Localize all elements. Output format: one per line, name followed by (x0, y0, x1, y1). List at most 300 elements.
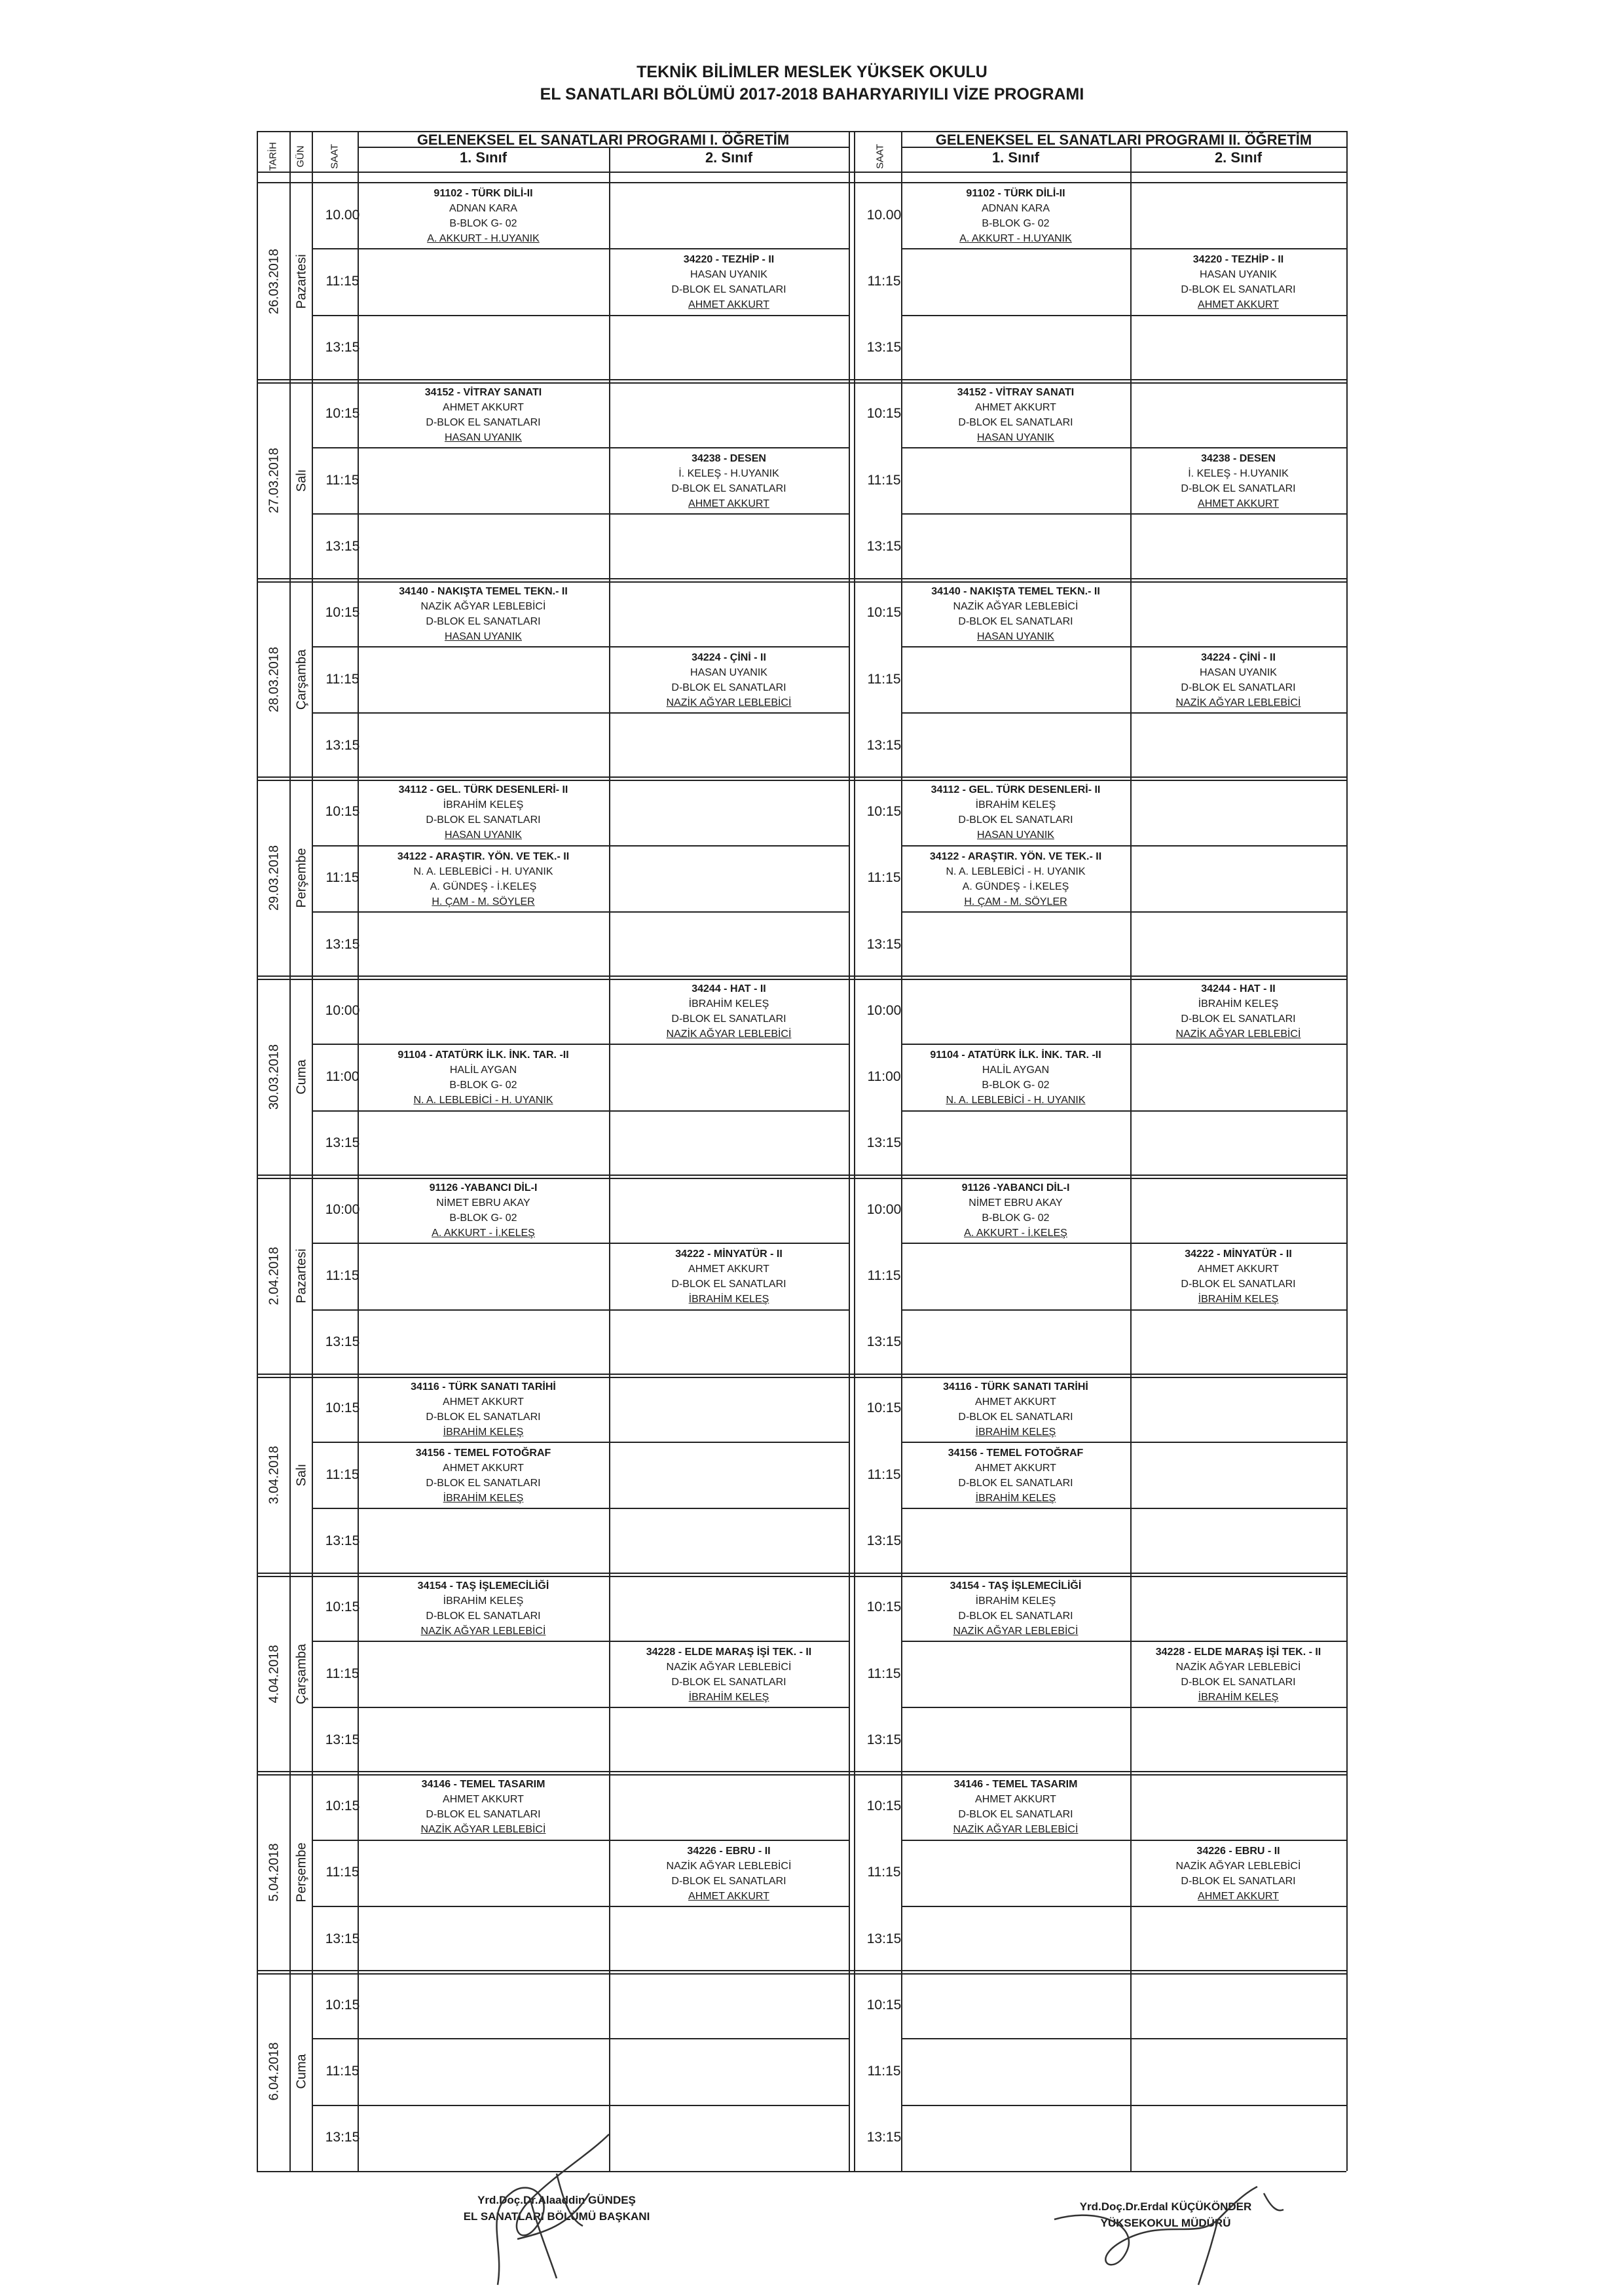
table-rule (257, 182, 1346, 183)
exam-entry (901, 1578, 1130, 1639)
exam-entry (609, 252, 849, 312)
exam-entry (901, 1048, 1130, 1108)
exam-course: 34228 - ELDE MARAŞ İŞİ TEK. - II (1155, 1646, 1321, 1658)
header-sinif-2: 2. Sınıf (705, 149, 753, 166)
table-rule (312, 1641, 849, 1642)
day-name: Perşembe (294, 1842, 309, 1903)
exam-entry (901, 385, 1130, 445)
table-rule (257, 1175, 1346, 1176)
slot-time-2: 11:15 (867, 671, 901, 687)
slot-time: 13:15 (325, 737, 360, 753)
exam-course: 34244 - HAT - II (1201, 983, 1276, 995)
table-rule (849, 131, 850, 2171)
exam-detail: D-BLOK EL SANATLARI (958, 1610, 1073, 1622)
table-rule (901, 2105, 1346, 2106)
exam-course: 34222 - MİNYATÜR - II (1185, 1248, 1292, 1260)
exam-detail: H. ÇAM - M. SÖYLER (964, 896, 1067, 907)
slot-time: 11:15 (325, 273, 360, 289)
exam-detail: D-BLOK EL SANATLARI (426, 1610, 541, 1622)
exam-course: 34146 - TEMEL TASARIM (953, 1779, 1078, 1791)
slot-time-2: 11:15 (867, 1467, 901, 1482)
slot-time: 13:15 (325, 538, 360, 554)
exam-detail: D-BLOK EL SANATLARI (1181, 682, 1296, 693)
slot-time-2: 10.00 (866, 207, 902, 223)
table-rule (312, 1508, 849, 1509)
exam-detail: NAZİK AĞYAR LEBLEBİCİ (1175, 697, 1301, 708)
exam-detail: D-BLOK EL SANATLARI (426, 615, 541, 627)
exam-course: 34226 - EBRU - II (1196, 1845, 1280, 1857)
exam-detail: B-BLOK G- 02 (982, 1080, 1050, 1091)
exam-detail: İBRAHİM KELEŞ (975, 799, 1056, 811)
exam-entry (901, 186, 1130, 246)
table-rule (257, 581, 1346, 583)
exam-detail: D-BLOK EL SANATLARI (671, 1013, 786, 1025)
exam-detail: NAZİK AĞYAR LEBLEBİCİ (953, 1625, 1079, 1637)
day-name: Salı (294, 469, 309, 492)
day-name: Pazartesi (294, 1248, 309, 1303)
table-rule (312, 248, 849, 249)
table-rule (901, 248, 1346, 249)
exam-detail: İBRAHİM KELEŞ (688, 1691, 769, 1703)
exam-detail: A. AKKURT - H.UYANIK (959, 233, 1072, 244)
exam-entry (901, 1446, 1130, 1506)
header-sinif-1-ii: 1. Sınıf (991, 149, 1040, 166)
exam-detail: D-BLOK EL SANATLARI (426, 814, 541, 826)
slot-time: 13:15 (325, 1334, 360, 1350)
slot-time: 10:15 (325, 1798, 360, 1814)
day-name: Perşembe (294, 848, 309, 908)
exam-detail: B-BLOK G- 02 (449, 1080, 517, 1091)
exam-detail: A. AKKURT - İ.KELEŞ (964, 1228, 1067, 1239)
day-date: 30.03.2018 (267, 1044, 282, 1110)
exam-detail: B-BLOK G- 02 (449, 1212, 517, 1224)
table-rule (901, 513, 1346, 515)
exam-course: 34116 - TÜRK SANATI TARİHİ (943, 1381, 1088, 1393)
document-title-program: EL SANATLARI BÖLÜMÜ 2017-2018 BAHARYARIYILI VİZE PROGRAMI (540, 85, 1084, 103)
table-rule (257, 979, 1346, 980)
exam-detail: A. GÜNDEŞ - İ.KELEŞ (430, 881, 537, 892)
signer-left-name: Yrd.Doç.Dr.Alaaddin GÜNDEŞ (477, 2194, 636, 2206)
table-rule (312, 712, 849, 714)
exam-entry (358, 186, 609, 246)
exam-detail: D-BLOK EL SANATLARI (671, 483, 786, 495)
exam-detail: B-BLOK G- 02 (982, 1212, 1050, 1224)
exam-detail: NİMET EBRU AKAY (969, 1197, 1063, 1209)
table-rule (312, 1840, 849, 1841)
table-rule (854, 131, 855, 2171)
exam-detail: D-BLOK EL SANATLARI (671, 1279, 786, 1290)
exam-course: 34154 - TAŞ İŞLEMECİLİĞİ (950, 1580, 1082, 1592)
exam-detail: D-BLOK EL SANATLARI (426, 1411, 541, 1423)
table-rule (901, 1707, 1346, 1708)
table-rule (312, 2038, 849, 2039)
exam-course: 34140 - NAKIŞTA TEMEL TEKN.- II (399, 585, 568, 597)
table-rule (901, 1243, 1346, 1244)
slot-time-2: 10:15 (866, 1798, 902, 1814)
exam-detail: HALİL AYGAN (449, 1065, 517, 1076)
exam-entry (1130, 1844, 1346, 1904)
slot-time: 10:00 (325, 1002, 360, 1018)
slot-time-2: 10:00 (866, 1002, 902, 1018)
exam-detail: D-BLOK EL SANATLARI (671, 1875, 786, 1887)
exam-course: 91104 - ATATÜRK İLK. İNK. TAR. -II (930, 1049, 1101, 1061)
exam-course: 91102 - TÜRK DİLİ-II (966, 188, 1065, 199)
exam-detail: NİMET EBRU AKAY (436, 1197, 530, 1209)
exam-detail: AHMET AKKURT (1198, 1264, 1279, 1275)
slot-time: 11:00 (325, 1069, 360, 1085)
table-rule (312, 1309, 849, 1311)
exam-detail: İ. KELEŞ - H.UYANIK (678, 468, 779, 480)
exam-detail: NAZİK AĞYAR LEBLEBİCİ (420, 1824, 546, 1836)
exam-course: 91126 -YABANCI DİL-I (961, 1182, 1070, 1194)
exam-course: 91126 -YABANCI DİL-I (429, 1182, 538, 1194)
exam-detail: NAZİK AĞYAR LEBLEBİCİ (666, 697, 792, 708)
exam-detail: N. A. LEBLEBİCİ - H. UYANIK (946, 866, 1086, 877)
exam-schedule-table (251, 122, 1352, 2178)
slot-time: 13:15 (325, 1732, 360, 1747)
exam-entry (358, 385, 609, 445)
header-tarih: TARİH (267, 142, 279, 171)
day-name: Cuma (294, 2054, 309, 2089)
signer-left-title: EL SANATLARI BÖLÜMÜ BAŞKANI (463, 2210, 650, 2223)
day-date: 4.04.2018 (267, 1645, 282, 1703)
table-rule (901, 712, 1346, 714)
exam-detail: D-BLOK EL SANATLARI (671, 1676, 786, 1688)
exam-detail: İBRAHİM KELEŞ (975, 1595, 1056, 1607)
exam-course: 34224 - ÇİNİ - II (692, 651, 766, 663)
exam-detail: NAZİK AĞYAR LEBLEBİCİ (1175, 1860, 1301, 1872)
exam-entry (358, 849, 609, 909)
exam-detail: NAZİK AĞYAR LEBLEBİCİ (420, 600, 546, 612)
exam-entry (1130, 650, 1346, 710)
exam-detail: İBRAHİM KELEŞ (1198, 1691, 1279, 1703)
exam-detail: N. A. LEBLEBİCİ - H. UYANIK (413, 1095, 553, 1106)
slot-time-2: 10:15 (866, 605, 902, 621)
day-date: 29.03.2018 (267, 845, 282, 911)
exam-course: 34220 - TEZHİP - II (1192, 254, 1284, 266)
slot-time: 13:15 (325, 1533, 360, 1548)
exam-entry (1130, 981, 1346, 1042)
exam-detail: N. A. LEBLEBİCİ - H. UYANIK (413, 866, 553, 877)
exam-entry (609, 1247, 849, 1307)
header-sinif-2-ii: 2. Sınıf (1214, 149, 1263, 166)
exam-detail: A. AKKURT - H.UYANIK (427, 233, 540, 244)
day-date: 27.03.2018 (267, 447, 282, 513)
exam-detail: HASAN UYANIK (977, 431, 1054, 443)
slot-time: 11:15 (325, 472, 360, 488)
exam-entry (358, 1379, 609, 1440)
slot-time-2: 13:15 (866, 538, 902, 554)
exam-detail: AHMET AKKURT (443, 1794, 524, 1806)
table-rule (257, 780, 1346, 781)
exam-course: 34152 - VİTRAY SANATI (957, 386, 1075, 398)
exam-course: 34122 - ARAŞTIR. YÖN. VE TEK.- II (397, 850, 570, 862)
table-rule (901, 1508, 1346, 1509)
exam-detail: NAZİK AĞYAR LEBLEBİCİ (953, 600, 1079, 612)
slot-time: 11:15 (325, 2064, 360, 2079)
exam-detail: D-BLOK EL SANATLARI (1181, 1013, 1296, 1025)
slot-time-2: 13:15 (866, 1533, 902, 1548)
exam-detail: N. A. LEBLEBİCİ - H. UYANIK (946, 1095, 1086, 1106)
exam-detail: D-BLOK EL SANATLARI (1181, 483, 1296, 495)
exam-detail: İBRAHİM KELEŞ (443, 1426, 524, 1438)
table-rule (901, 2038, 1346, 2039)
day-name: Çarşamba (294, 1643, 309, 1704)
slot-time-2: 13:15 (866, 1334, 902, 1350)
exam-detail: HASAN UYANIK (977, 829, 1054, 841)
slot-time-2: 11:15 (867, 1865, 901, 1880)
slot-time: 11:15 (325, 1467, 360, 1482)
exam-entry (1130, 451, 1346, 511)
exam-detail: HASAN UYANIK (1200, 269, 1277, 281)
slot-time-2: 13:15 (866, 340, 902, 355)
exam-course: 34224 - ÇİNİ - II (1201, 651, 1276, 663)
exam-detail: D-BLOK EL SANATLARI (426, 416, 541, 428)
exam-detail: A. GÜNDEŞ - İ.KELEŞ (962, 881, 1069, 892)
table-rule (901, 646, 1346, 647)
table-rule (257, 1576, 1346, 1577)
exam-detail: D-BLOK EL SANATLARI (1181, 1279, 1296, 1290)
header-program-2: GELENEKSEL EL SANATLARI PROGRAMI II. ÖĞRETİM (935, 132, 1312, 148)
exam-detail: AHMET AKKURT (443, 1463, 524, 1474)
exam-course: 34154 - TAŞ İŞLEMECİLİĞİ (417, 1580, 549, 1592)
exam-course: 34238 - DESEN (692, 453, 766, 465)
table-rule (901, 447, 1346, 448)
slot-time: 11:15 (325, 870, 360, 886)
exam-detail: NAZİK AĞYAR LEBLEBİCİ (666, 1860, 792, 1872)
handwritten-signature-right (1048, 2180, 1297, 2291)
slot-time: 13:15 (325, 1135, 360, 1151)
table-rule (312, 447, 849, 448)
exam-detail: İBRAHİM KELEŞ (443, 1595, 524, 1607)
table-rule (901, 1840, 1346, 1841)
exam-entry (358, 1446, 609, 1506)
exam-entry (358, 782, 609, 843)
exam-entry (609, 1844, 849, 1904)
table-rule (257, 1771, 1346, 1772)
table-rule (901, 1906, 1346, 1907)
slot-time: 10:00 (325, 1201, 360, 1217)
exam-entry (609, 981, 849, 1042)
slot-time: 11:15 (325, 1267, 360, 1283)
exam-detail: İBRAHİM KELEŞ (688, 998, 769, 1010)
day-name: Cuma (294, 1059, 309, 1095)
table-rule (901, 1641, 1346, 1642)
table-rule (312, 1044, 849, 1045)
day-date: 28.03.2018 (267, 646, 282, 712)
slot-time-2: 10:15 (866, 406, 902, 422)
exam-course: 34220 - TEZHİP - II (683, 254, 775, 266)
exam-entry (901, 1777, 1130, 1837)
exam-detail: HALİL AYGAN (982, 1065, 1050, 1076)
exam-entry (901, 782, 1130, 843)
day-date: 5.04.2018 (267, 1843, 282, 1902)
slot-time: 10:15 (325, 1997, 360, 2013)
exam-entry (609, 451, 849, 511)
exam-detail: İBRAHİM KELEŞ (688, 1294, 769, 1305)
exam-detail: D-BLOK EL SANATLARI (671, 284, 786, 296)
exam-detail: D-BLOK EL SANATLARI (1181, 1676, 1296, 1688)
exam-course: 34112 - GEL. TÜRK DESENLERİ- II (398, 784, 568, 796)
table-rule (901, 845, 1346, 847)
exam-detail: AHMET AKKURT (688, 1264, 769, 1275)
exam-entry (1130, 1247, 1346, 1307)
slot-time-2: 10:15 (866, 804, 902, 820)
table-rule (312, 1243, 849, 1244)
day-date: 3.04.2018 (267, 1446, 282, 1504)
exam-course: 34244 - HAT - II (692, 983, 766, 995)
slot-time: 13:15 (325, 340, 360, 355)
day-name: Çarşamba (294, 649, 309, 710)
exam-detail: D-BLOK EL SANATLARI (426, 1478, 541, 1489)
exam-detail: D-BLOK EL SANATLARI (426, 1809, 541, 1821)
exam-detail: AHMET AKKURT (688, 299, 769, 311)
exam-detail: AHMET AKKURT (688, 1890, 769, 1902)
exam-detail: D-BLOK EL SANATLARI (1181, 1875, 1296, 1887)
table-rule (289, 131, 291, 2171)
exam-detail: İBRAHİM KELEŞ (975, 1493, 1056, 1504)
exam-detail: ADNAN KARA (449, 203, 518, 214)
exam-course: 34156 - TEMEL FOTOĞRAF (415, 1448, 551, 1459)
slot-time-2: 11:15 (867, 273, 901, 289)
header-saat-2: SAAT (874, 143, 886, 170)
exam-detail: D-BLOK EL SANATLARI (1181, 284, 1296, 296)
exam-detail: AHMET AKKURT (443, 1396, 524, 1408)
exam-detail: B-BLOK G- 02 (449, 218, 517, 229)
table-rule (257, 379, 1346, 380)
slot-time-2: 11:15 (867, 2064, 901, 2079)
exam-entry (609, 1645, 849, 1705)
exam-detail: NAZİK AĞYAR LEBLEBİCİ (420, 1625, 546, 1637)
slot-time-2: 11:15 (867, 472, 901, 488)
exam-detail: AHMET AKKURT (443, 401, 524, 413)
exam-entry (358, 1777, 609, 1837)
exam-entry (901, 584, 1130, 644)
header-gun: GÜN (295, 145, 306, 168)
exam-course: 34238 - DESEN (1201, 453, 1276, 465)
table-rule (312, 1906, 849, 1907)
table-rule (901, 1309, 1346, 1311)
day-date: 26.03.2018 (267, 248, 282, 314)
table-rule (257, 2171, 1346, 2172)
exam-course: 34156 - TEMEL FOTOĞRAF (948, 1448, 1084, 1459)
table-rule (257, 776, 1346, 778)
exam-course: 34122 - ARAŞTIR. YÖN. VE TEK.- II (929, 850, 1102, 862)
day-date: 6.04.2018 (267, 2042, 282, 2101)
slot-time-2: 11:15 (867, 1267, 901, 1283)
table-rule (257, 1374, 1346, 1375)
exam-detail: HASAN UYANIK (690, 666, 767, 678)
table-rule (901, 1110, 1346, 1112)
exam-entry (358, 584, 609, 644)
exam-detail: NAZİK AĞYAR LEBLEBİCİ (1175, 1029, 1301, 1040)
exam-detail: D-BLOK EL SANATLARI (958, 416, 1073, 428)
table-rule (1346, 131, 1348, 2171)
day-name: Pazartesi (294, 254, 309, 309)
slot-time-2: 13:15 (866, 2130, 902, 2145)
slot-time: 10:15 (325, 406, 360, 422)
exam-course: 34228 - ELDE MARAŞ İŞİ TEK. - II (646, 1646, 812, 1658)
exam-entry (609, 650, 849, 710)
exam-course: 34222 - MİNYATÜR - II (675, 1248, 783, 1260)
slot-time-2: 13:15 (866, 1732, 902, 1747)
table-rule (257, 1973, 1346, 1975)
exam-course: 34146 - TEMEL TASARIM (421, 1779, 545, 1791)
table-rule (257, 1573, 1346, 1574)
exam-entry (901, 1379, 1130, 1440)
slot-time: 11:15 (325, 1865, 360, 1880)
exam-detail: AHMET AKKURT (1198, 299, 1279, 311)
exam-course: 34226 - EBRU - II (687, 1845, 771, 1857)
exam-detail: H. ÇAM - M. SÖYLER (432, 896, 535, 907)
slot-time-2: 10:00 (866, 1201, 902, 1217)
slot-time: 13:15 (325, 1931, 360, 1946)
slot-time-2: 10:15 (866, 1997, 902, 2013)
slot-time-2: 11:15 (867, 1666, 901, 1681)
slot-time: 13:15 (325, 936, 360, 952)
exam-detail: AHMET AKKURT (1198, 1890, 1279, 1902)
table-rule (312, 2105, 849, 2106)
exam-detail: HASAN UYANIK (977, 630, 1054, 642)
slot-time: 10:15 (325, 605, 360, 621)
exam-entry (1130, 252, 1346, 312)
exam-course: 91104 - ATATÜRK İLK. İNK. TAR. -II (397, 1049, 569, 1061)
exam-detail: İBRAHİM KELEŞ (1198, 1294, 1279, 1305)
exam-course: 34152 - VİTRAY SANATI (424, 386, 542, 398)
table-rule (312, 845, 849, 847)
exam-detail: AHMET AKKURT (975, 1463, 1056, 1474)
exam-course: 91102 - TÜRK DİLİ-II (434, 188, 533, 199)
table-rule (901, 1442, 1346, 1443)
signer-right-title: YÜKSEKOKUL MÜDÜRÜ (1100, 2217, 1231, 2229)
exam-detail: D-BLOK EL SANATLARI (958, 1411, 1073, 1423)
exam-detail: D-BLOK EL SANATLARI (958, 814, 1073, 826)
table-rule (257, 1377, 1346, 1378)
table-rule (901, 1044, 1346, 1045)
signer-right-name: Yrd.Doç.Dr.Erdal KÜÇÜKÖNDER (1079, 2200, 1252, 2213)
table-rule (901, 315, 1346, 316)
exam-detail: NAZİK AĞYAR LEBLEBİCİ (1175, 1661, 1301, 1673)
exam-detail: İBRAHİM KELEŞ (443, 799, 524, 811)
exam-detail: HASAN UYANIK (445, 829, 522, 841)
table-rule (312, 131, 313, 2171)
exam-entry (901, 1180, 1130, 1241)
slot-time: 10:15 (325, 804, 360, 820)
table-rule (312, 911, 849, 913)
exam-detail: HASAN UYANIK (690, 269, 767, 281)
exam-detail: D-BLOK EL SANATLARI (671, 682, 786, 693)
exam-detail: AHMET AKKURT (975, 401, 1056, 413)
slot-time-2: 13:15 (866, 1931, 902, 1946)
exam-detail: ADNAN KARA (981, 203, 1050, 214)
table-rule (257, 1970, 1346, 1971)
slot-time-2: 11:15 (867, 870, 901, 886)
exam-course: 34140 - NAKIŞTA TEMEL TEKN.- II (931, 585, 1100, 597)
table-rule (257, 975, 1346, 977)
table-rule (257, 1774, 1346, 1776)
exam-detail: AHMET AKKURT (975, 1794, 1056, 1806)
exam-detail: HASAN UYANIK (445, 630, 522, 642)
slot-time: 10:15 (325, 1400, 360, 1416)
table-rule (312, 315, 849, 316)
table-rule (257, 382, 1346, 384)
slot-time: 11:15 (325, 1666, 360, 1681)
slot-time: 11:15 (325, 671, 360, 687)
table-rule (257, 1178, 1346, 1179)
table-rule (257, 172, 1346, 173)
header-saat: SAAT (329, 143, 341, 170)
exam-detail: İBRAHİM KELEŞ (975, 1426, 1056, 1438)
